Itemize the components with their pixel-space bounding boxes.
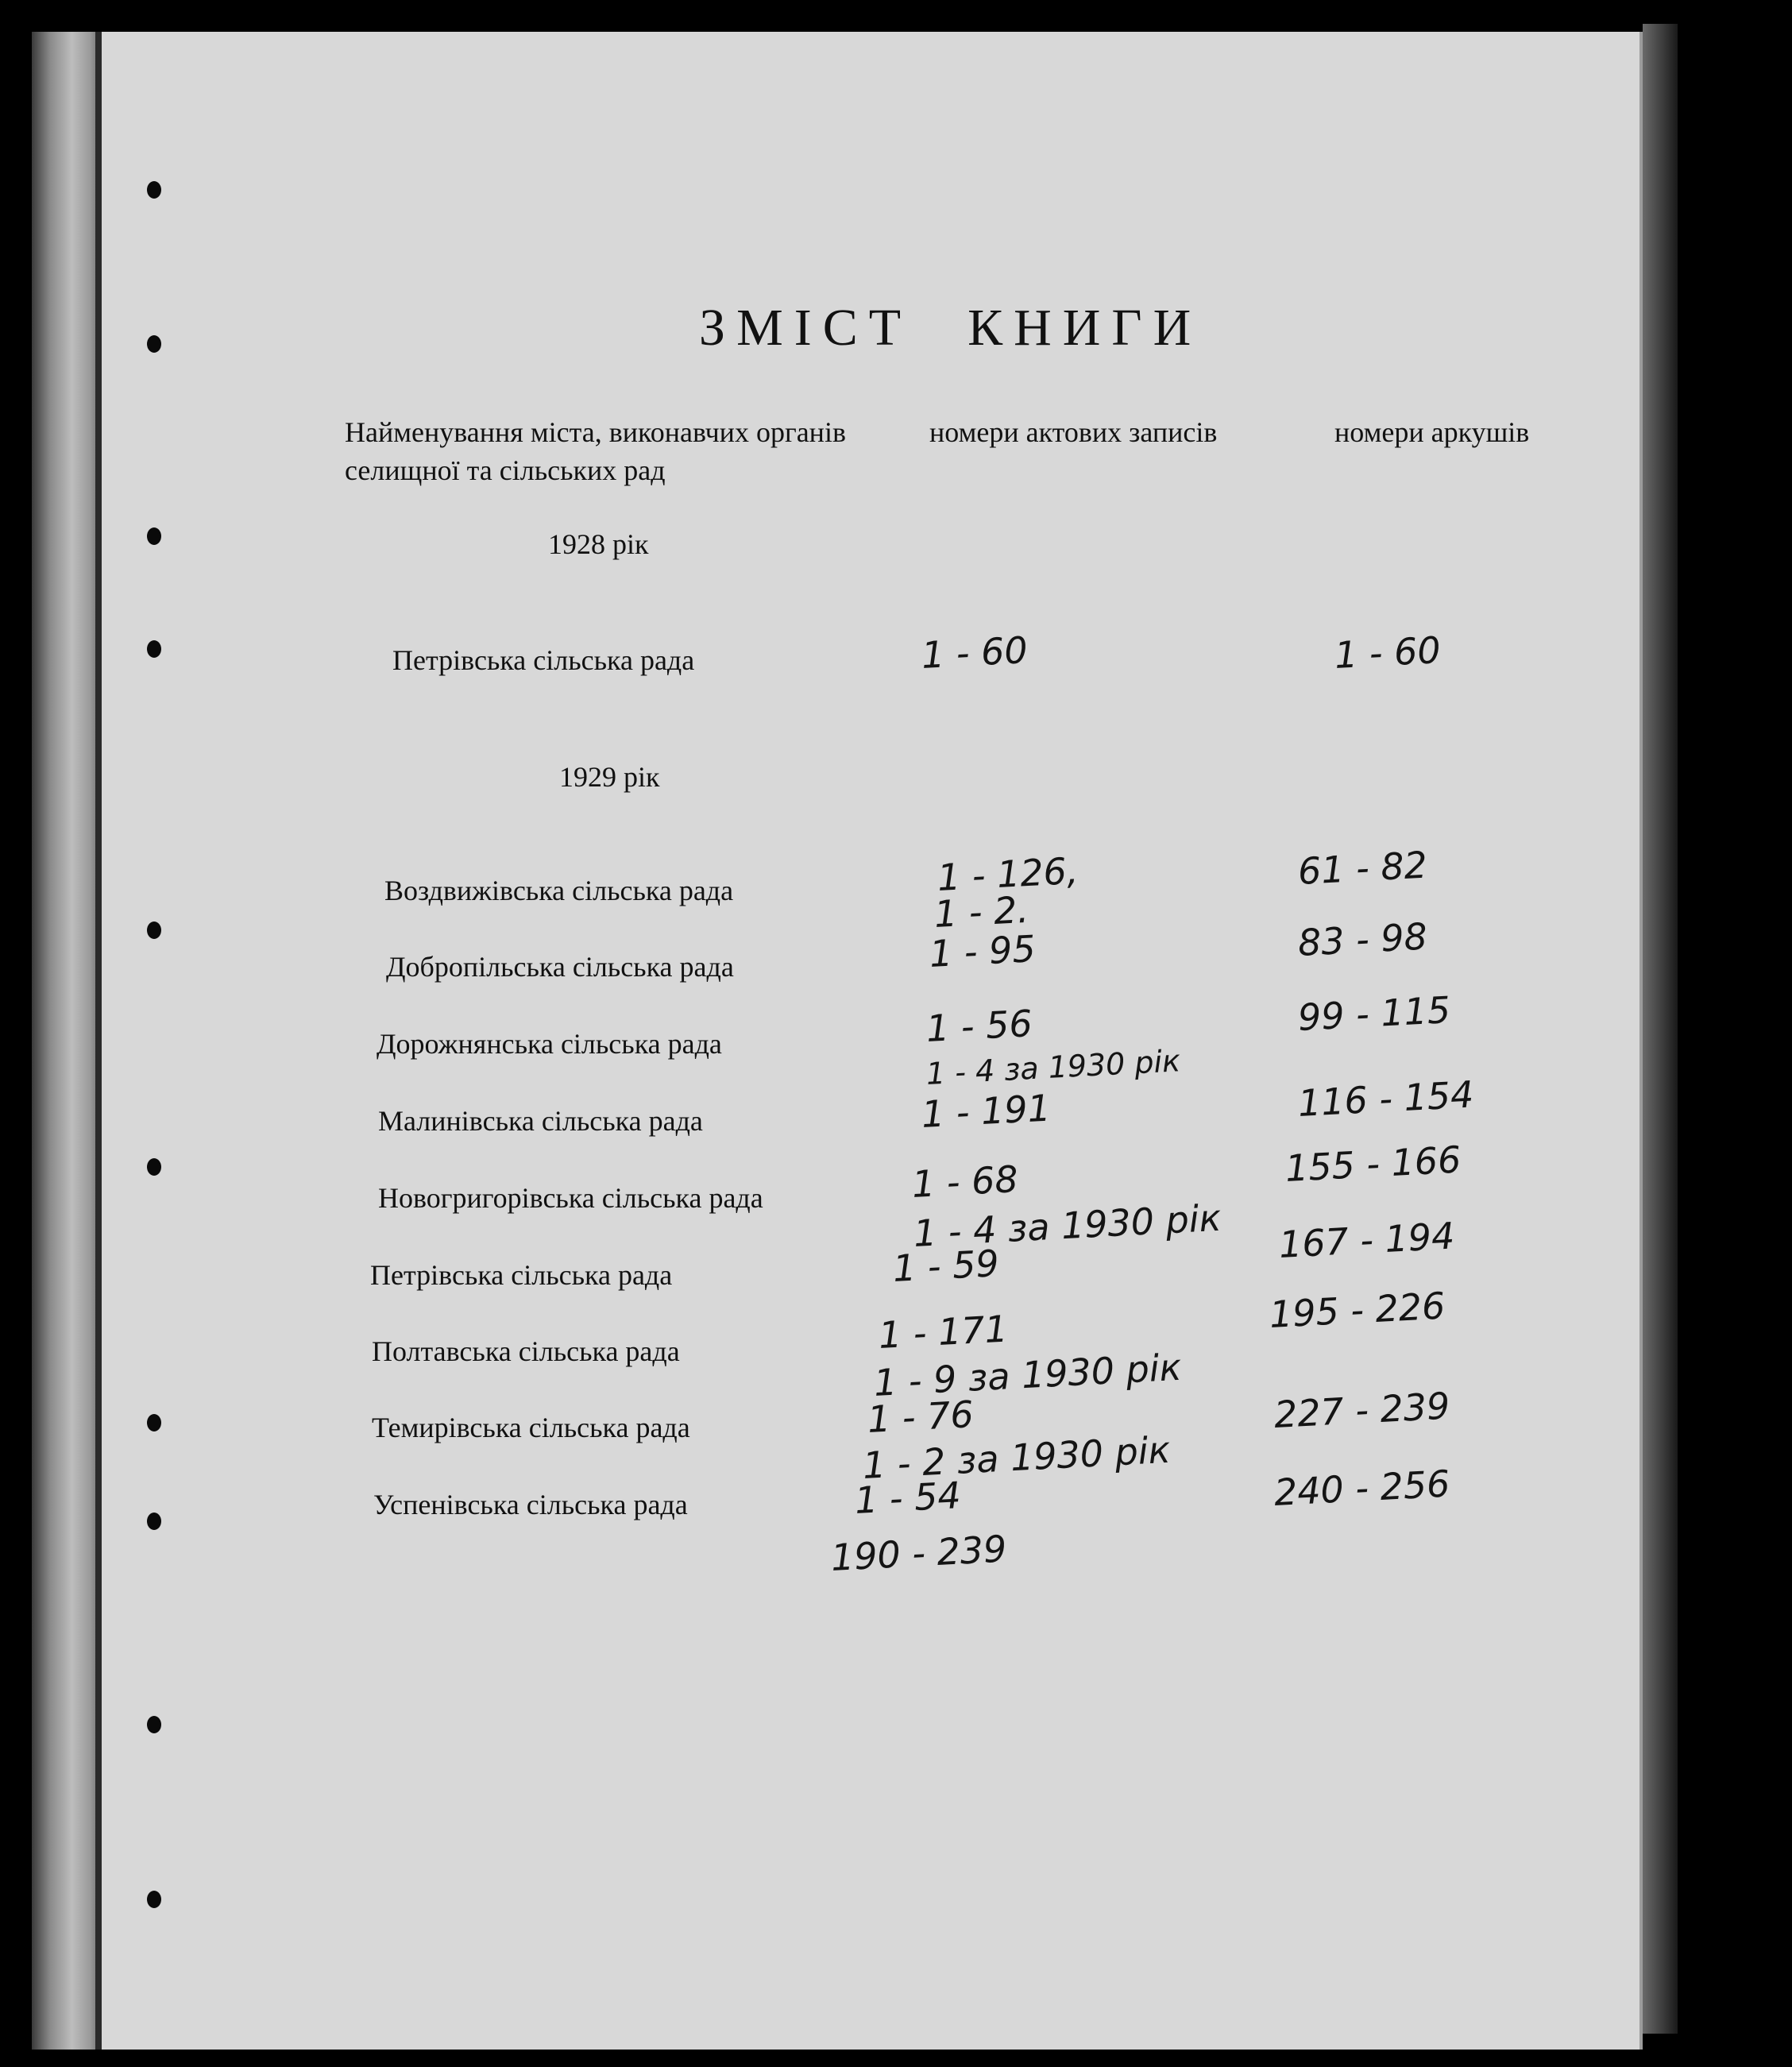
page-shadow [1643,24,1678,2034]
record-numbers-extra: 1 - 4 за 1930 рік [912,1196,1222,1255]
spine-edge [95,32,102,2050]
sheet-numbers: 195 - 226 [1268,1284,1446,1336]
record-numbers: 1 - 60 [920,628,1029,677]
title-word-1: ЗМІСТ [699,299,913,357]
sheet-numbers: 116 - 154 [1296,1072,1475,1125]
record-numbers-extra: 1 - 4 за 1930 рік [925,1043,1182,1091]
sheet-numbers: 83 - 98 [1296,914,1429,964]
sheet-numbers: 167 - 194 [1277,1214,1456,1266]
sheet-numbers: 240 - 256 [1273,1462,1451,1514]
sheet-numbers: 227 - 239 [1273,1384,1451,1436]
binding-hole [147,1891,161,1908]
year-heading-1929: 1929 рік [559,761,660,793]
record-numbers: 1 - 126, [936,848,1079,899]
council-name: Полтавська сільська рада [372,1335,680,1367]
page-title [699,298,1202,358]
council-name: Петрівська сільська рада [370,1259,673,1291]
header-record-numbers: номери актових записів [929,416,1218,448]
council-name: Дорожнянська сільська рада [377,1028,722,1060]
binding-hole [147,1414,161,1431]
binding-hole [147,921,161,939]
binding-hole [147,640,161,658]
sheet-numbers: 61 - 82 [1296,843,1429,893]
record-numbers: 1 - 68 [910,1157,1019,1206]
header-council-name: Найменування міста, виконавчих органів селищної та сільських рад [345,416,846,486]
council-name: Добропільська сільська рада [386,951,734,983]
record-numbers: 1 - 56 [925,1002,1033,1050]
binding-hole [147,1158,161,1176]
header-sheet-numbers: номери аркушів [1334,416,1530,448]
record-numbers-extra: 190 - 239 [829,1527,1008,1579]
binding-hole [147,1513,161,1530]
record-numbers: 1 - 191 [920,1086,1052,1136]
binding-hole [147,1716,161,1733]
record-numbers-extra: 1 - 2 за 1930 рік [861,1428,1172,1487]
council-name: Темирівська сільська рада [372,1412,690,1443]
council-name: Успенівська сільська рада [373,1489,688,1520]
record-numbers: 1 - 54 [853,1474,962,1522]
year-heading-1928: 1928 рік [548,528,649,560]
sheet-numbers: 1 - 60 [1333,628,1442,677]
council-name: Воздвижівська сільська рада [384,875,734,906]
council-name: Новогригорівська сільська рада [378,1182,763,1214]
record-numbers: 1 - 95 [928,927,1037,976]
record-numbers: 1 - 59 [891,1242,1000,1290]
binding-hole [147,527,161,545]
record-numbers: 1 - 76 [866,1393,975,1441]
sheet-numbers: 155 - 166 [1284,1138,1462,1190]
record-numbers: 1 - 171 [877,1307,1010,1357]
council-name: Петрівська сільська рада [392,644,695,676]
sheet-numbers: 99 - 115 [1296,987,1452,1039]
council-name: Малинівська сільська рада [378,1105,703,1137]
title-word-2: КНИГИ [967,299,1203,357]
record-numbers-extra: 1 - 9 за 1930 рік [872,1345,1183,1404]
binding-hole [147,181,161,199]
binding-hole [147,335,161,353]
book-spine [32,32,105,2050]
record-numbers-extra: 1 - 2. [933,887,1030,936]
